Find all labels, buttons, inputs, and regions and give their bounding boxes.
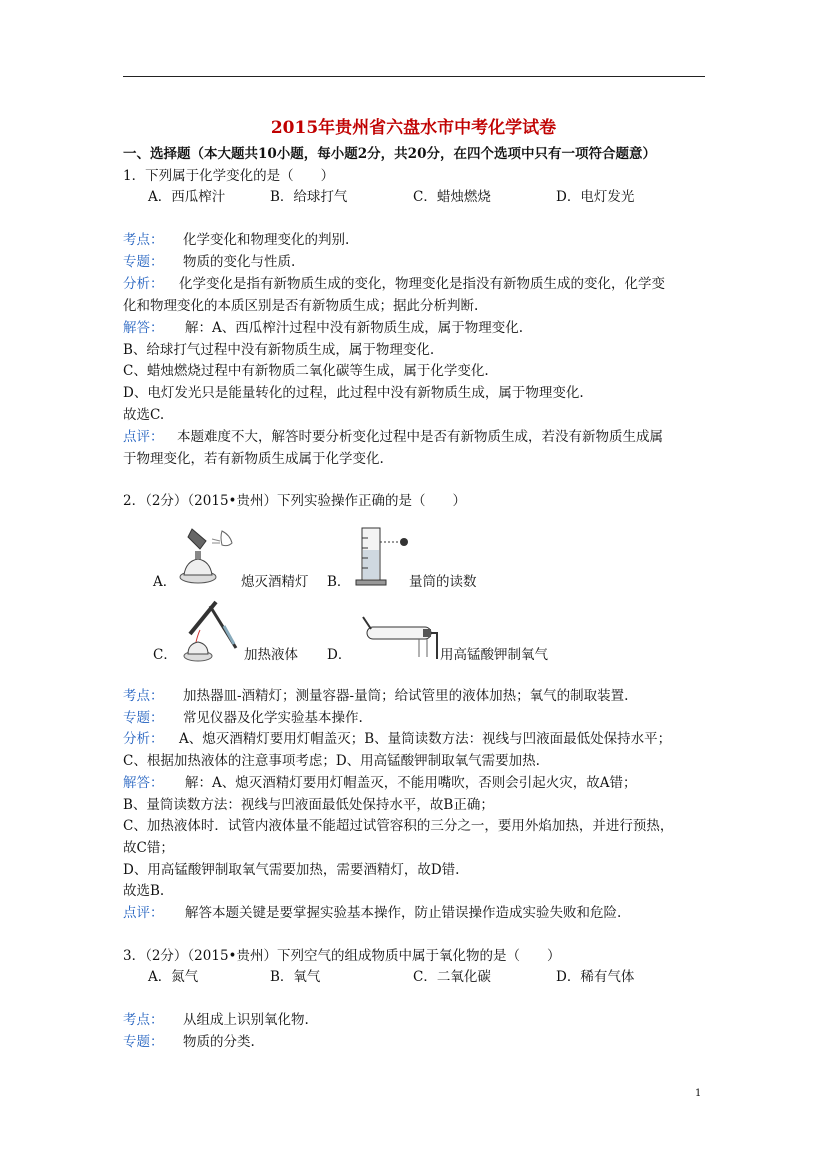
q2-option-a-letter: A． — [153, 574, 177, 590]
label-zhuanti: 专题： — [123, 254, 164, 270]
label-fenxi: 分析： — [123, 731, 164, 747]
q3-option-a: A．氮气 — [148, 969, 199, 985]
q1-jieda-3: C、蜡烛燃烧过程中有新物质二氧化碳等生成，属于化学变化. — [123, 363, 489, 379]
label-fenxi: 分析： — [123, 276, 164, 292]
q1-option-d: D．电灯发光 — [556, 189, 635, 205]
q2-option-b-letter: B． — [327, 574, 351, 590]
q1-fenxi-1: 化学变化是指有新物质生成的变化，物理变化是指没有新物质生成的变化，化学变 — [179, 276, 665, 292]
label-kaodian: 考点： — [123, 1012, 164, 1028]
figure-kmno4-oxygen — [357, 613, 441, 663]
label-dianping: 点评： — [123, 429, 164, 445]
q1-jieda-2: B、给球打气过程中没有新物质生成，属于物理变化. — [123, 342, 435, 358]
page-number: 1 — [695, 1088, 702, 1099]
figure-extinguish-lamp — [176, 525, 238, 585]
q2-jieda-4: 故C错； — [123, 840, 174, 856]
q2-option-c-letter: C． — [153, 647, 177, 663]
q2-fenxi-2: C、根据加热液体的注意事项考虑；D、用高锰酸钾制取氧气需要加热. — [123, 753, 540, 769]
q1-stem: 1．下列属于化学变化的是（ ） — [123, 168, 335, 184]
q2-option-a-text: 熄灭酒精灯 — [241, 574, 309, 590]
q2-option-b-text: 量筒的读数 — [409, 574, 477, 590]
q1-option-b: B．给球打气 — [270, 189, 348, 205]
label-zhuanti: 专题： — [123, 710, 164, 726]
q2-jieda-5: D、用高锰酸钾制取氧气需要加热，需要酒精灯，故D错. — [123, 862, 460, 878]
q2-jieda-3: C、加热液体时．试管内液体量不能超过试管容积的三分之一，要用外焰加热，并进行预热， — [123, 818, 674, 834]
q2-stem: 2．（2分）（2015•贵州）下列实验操作正确的是（ ） — [123, 493, 466, 509]
figure-heating-liquid — [176, 598, 242, 662]
q2-jieda-6: 故选B. — [123, 883, 165, 899]
q1-fenxi-2: 化和物理变化的本质区别是否有新物质生成；据此分析判断. — [123, 298, 479, 314]
q1-kaodian: 化学变化和物理变化的判别. — [183, 232, 350, 248]
q3-option-d: D．稀有气体 — [556, 969, 635, 985]
page-title: 2015年贵州省六盘水市中考化学试卷 — [270, 118, 557, 138]
q2-option-d-text: 用高锰酸钾制氧气 — [440, 647, 548, 663]
q1-dianping-1: 本题难度不大，解答时要分析变化过程中是否有新物质生成，若没有新物质生成属 — [177, 429, 663, 445]
q2-zhuanti: 常见仪器及化学实验基本操作. — [183, 710, 363, 726]
q1-zhuanti: 物质的变化与性质. — [183, 254, 296, 270]
label-dianping: 点评： — [123, 905, 164, 921]
q2-kaodian: 加热器皿-酒精灯；测量容器-量筒；给试管里的液体加热；氧气的制取装置. — [183, 688, 629, 704]
q1-option-a: A．西瓜榨汁 — [148, 189, 226, 205]
q3-zhuanti: 物质的分类. — [183, 1034, 255, 1050]
q1-jieda-1: 解：A、西瓜榨汁过程中没有新物质生成，属于物理变化. — [185, 320, 524, 336]
q2-fenxi-1: A、熄灭酒精灯要用灯帽盖灭；B、量筒读数方法：视线与凹液面最低处保持水平； — [179, 731, 672, 747]
q1-dianping-2: 于物理变化，若有新物质生成属于化学变化. — [123, 451, 384, 467]
q2-option-c-text: 加热液体 — [244, 647, 298, 663]
q2-option-d-letter: D． — [327, 647, 352, 663]
label-jieda: 解答： — [123, 320, 164, 336]
q2-jieda-1: 解：A、熄灭酒精灯要用灯帽盖灭，不能用嘴吹，否则会引起火灾，故A错； — [185, 775, 637, 791]
q1-jieda-4: D、电灯发光只是能量转化的过程，此过程中没有新物质生成，属于物理变化. — [123, 385, 584, 401]
q2-dianping: 解答本题关键是要掌握实验基本操作，防止错误操作造成实验失败和危险. — [185, 905, 622, 921]
q3-option-b: B．氧气 — [270, 969, 321, 985]
q3-option-c: C．二氧化碳 — [413, 969, 491, 985]
label-kaodian: 考点： — [123, 232, 164, 248]
q2-jieda-2: B、量筒读数方法：视线与凹液面最低处保持水平，故B正确； — [123, 797, 494, 813]
figure-graduated-cylinder — [352, 524, 416, 588]
section-heading: 一、选择题（本大题共10小题，每小题2分，共20分，在四个选项中只有一项符合题意） — [123, 146, 656, 162]
label-jieda: 解答： — [123, 775, 164, 791]
q1-jieda-5: 故选C. — [123, 407, 165, 423]
q3-kaodian: 从组成上识别氧化物. — [183, 1012, 309, 1028]
q3-stem: 3．（2分）（2015•贵州）下列空气的组成物质中属于氧化物的是（ ） — [123, 948, 561, 964]
q1-option-c: C．蜡烛燃烧 — [413, 189, 491, 205]
header-rule — [123, 76, 705, 77]
label-kaodian: 考点： — [123, 688, 164, 704]
label-zhuanti: 专题： — [123, 1034, 164, 1050]
